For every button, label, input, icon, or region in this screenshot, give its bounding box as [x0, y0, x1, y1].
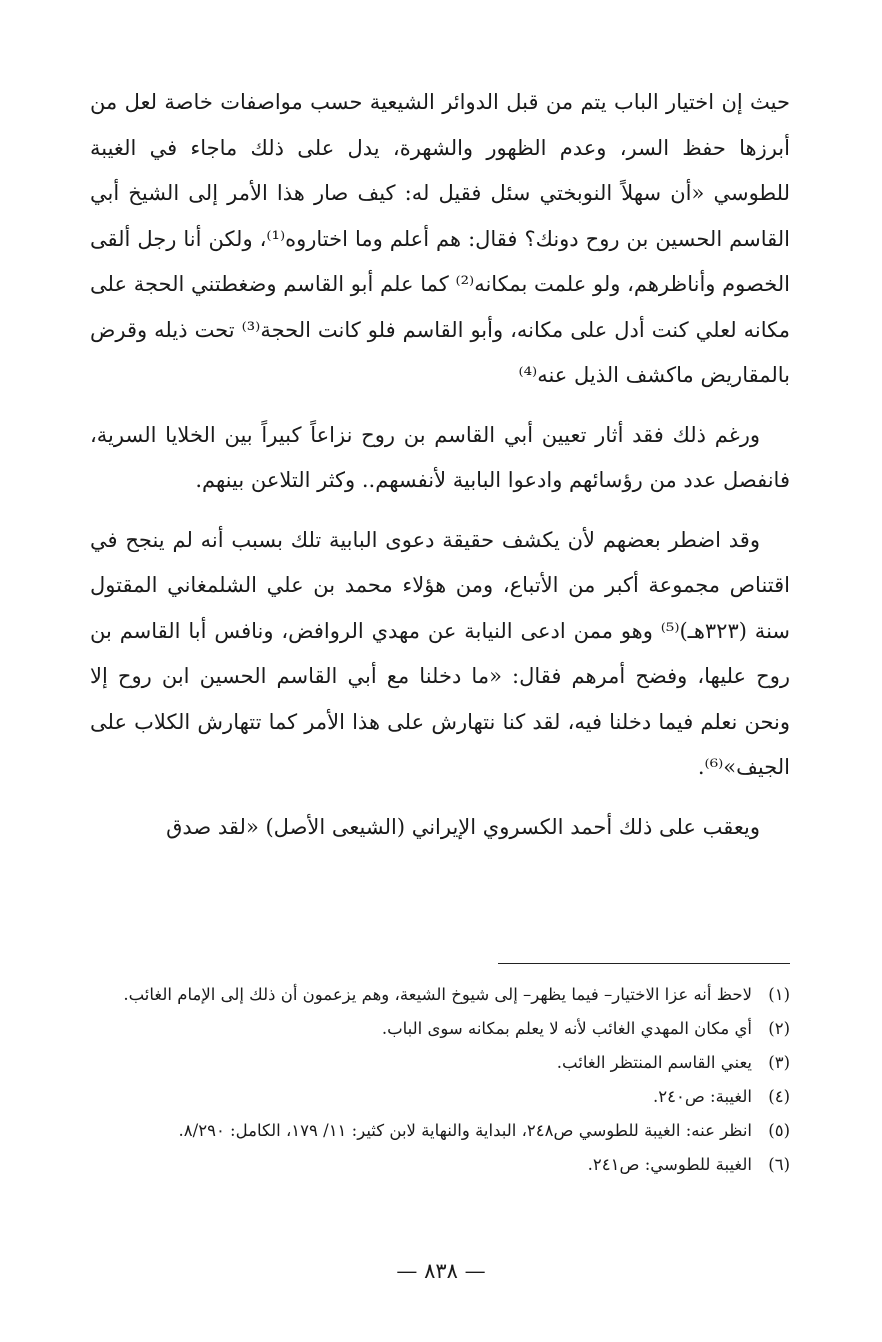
footnote-item: [90, 978, 790, 1012]
footnote-number: (٢): [768, 1019, 790, 1038]
main-text-block: [90, 80, 790, 850]
footnote-text: انظر عنه: الغيبة للطوسي ص٢٤٨، البداية والنهاية لابن كثير: ١١/ ١٧٩، الكامل: ٨/٢٩٠.: [178, 1121, 752, 1140]
footnote-number: (٦): [768, 1155, 790, 1174]
footnote-number: (٤): [768, 1087, 790, 1106]
footnote-number: (١): [768, 985, 790, 1004]
footnote-item: [90, 1148, 790, 1182]
footnote-text: الغيبة للطوسي: ص٢٤١.: [587, 1155, 752, 1174]
footnote-text: أي مكان المهدي الغائب لأنه لا يعلم بمكانه سوى الباب.: [381, 1019, 752, 1038]
footnote-number: (٥): [768, 1121, 790, 1140]
footnotes-list: [90, 978, 790, 1182]
footnote-number: (٣): [768, 1053, 790, 1072]
paragraph-4: ويعقب على ذلك أحمد الكسروي الإيراني (الشيعى الأصل) «لقد صدق: [166, 814, 760, 839]
paragraph-2: ورغم ذلك فقد أثار تعيين أبي القاسم بن روح نزاعاً كبيراً بين الخلايا السرية، فانفصل عدد من رؤسائهم وادعوا البابية لأنفسهم.. وكثر التلاعن بينهم.: [90, 422, 790, 492]
footnote-item: [90, 1046, 790, 1080]
footnote-item: [90, 1114, 790, 1148]
footnote-text: الغيبة: ص٢٤٠.: [653, 1087, 752, 1106]
page-number: — ٨٣٨ —: [396, 1259, 486, 1283]
paragraph-3: وقد اضطر بعضهم لأن يكشف حقيقة دعوى البابية تلك بسبب أنه لم ينجح في اقتناص مجموعة أكبر من الأتباع، ومن هؤلاء محمد بن علي الشلمغاني المقتول سنة (٣٢٣هـ)⁽⁵⁾ وهو ممن ادعى النيابة عن مهدي الروافض، ونافس أبا القاسم بن روح عليها، وفضح أمرهم فقال: «ما دخلنا مع أبي القاسم الحسين ابن روح إلا ونحن نعلم فيما دخلنا فيه، لقد كنا نتهارش على هذا الأمر كما تتهارش الكلاب على الجيف»⁽⁶⁾.: [90, 527, 790, 779]
footnote-item: [90, 1080, 790, 1114]
paragraph-1: حيث إن اختيار الباب يتم من قبل الدوائر الشيعية حسب مواصفات خاصة لعل من أبرزها حفظ السر، وعدم الظهور والشهرة، يدل على ذلك ماجاء في الغيبة للطوسي «أن سهلاً النوبختي سئل فقيل له: كيف صار هذا الأمر إلى الشيخ أبي القاسم الحسين بن روح دونك؟ فقال: هم أعلم وما اختاروه⁽¹⁾، ولكن أنا رجل ألقى الخصوم وأناظرهم، ولو علمت بمكانه⁽²⁾ كما علم أبو القاسم وضغطتني الحجة على مكانه لعلي كنت أدل على مكانه، وأبو القاسم فلو كانت الحجة⁽³⁾ تحت ذيله وقرض بالمقاريض ماكشف الذيل عنه⁽⁴⁾: [90, 90, 790, 387]
footnote-text: لاحظ أنه عزا الاختيار– فيما يظهر– إلى شيوخ الشيعة، وهم يزعمون أن ذلك إلى الإمام الغائب.: [123, 985, 752, 1004]
footnote-item: [90, 1012, 790, 1046]
footnote-separator: [498, 963, 790, 964]
footnote-text: يعني القاسم المنتظر الغائب.: [556, 1053, 752, 1072]
